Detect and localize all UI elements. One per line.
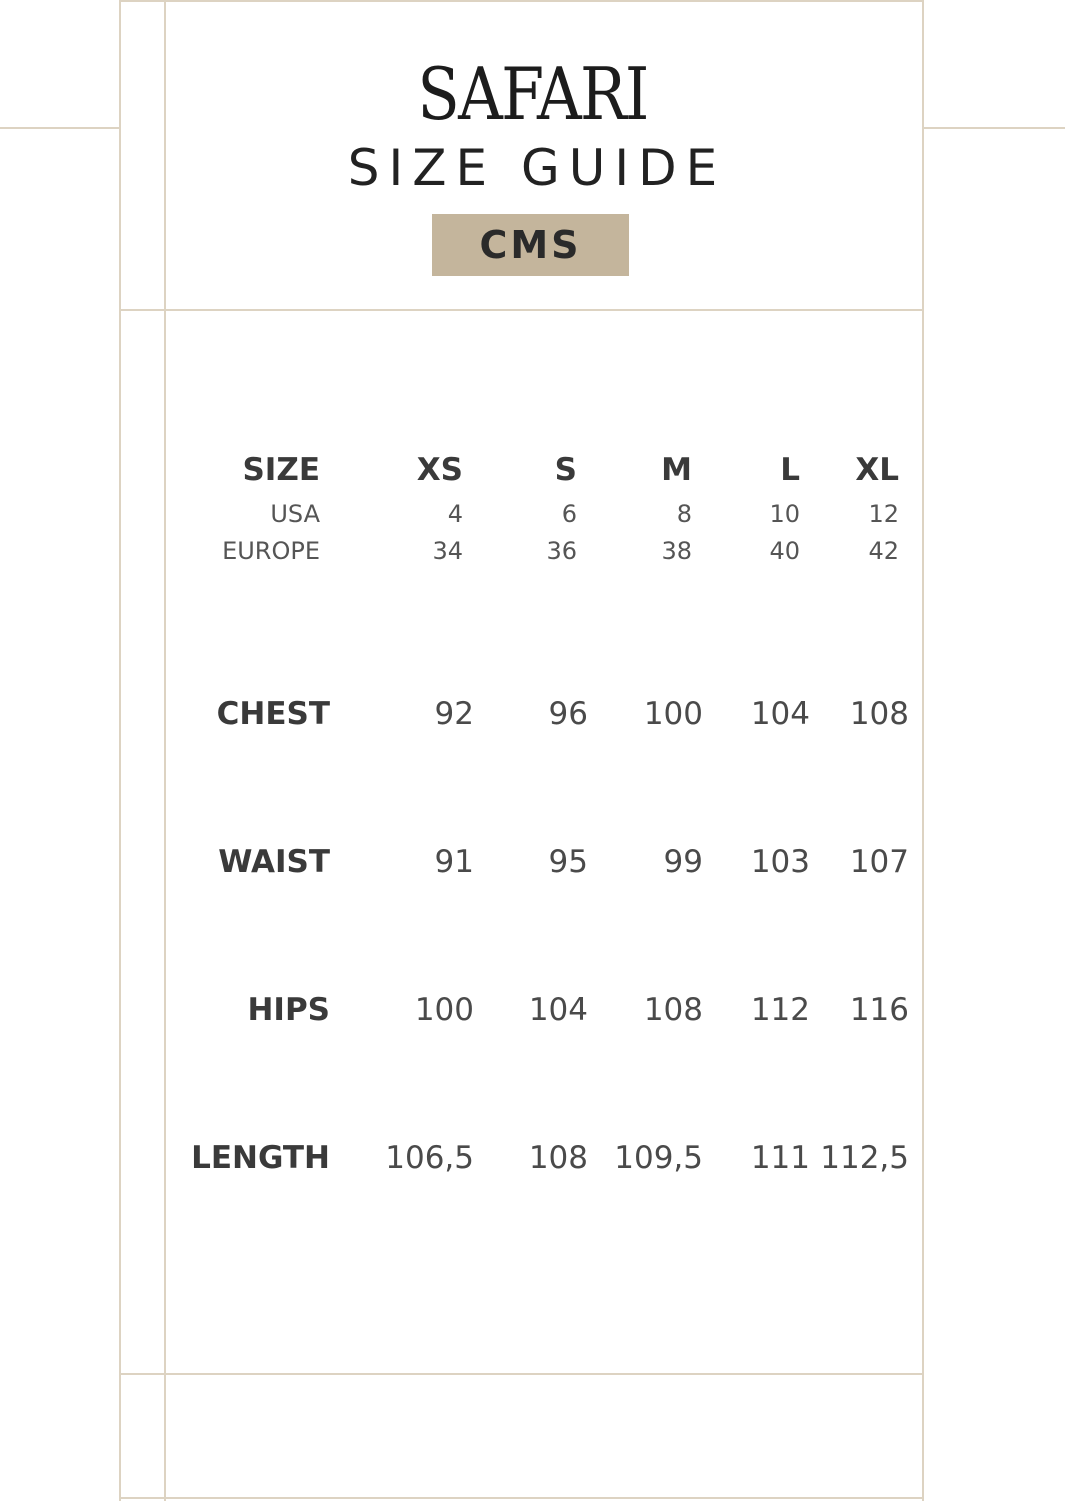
measurement-label-hips: HIPS	[247, 992, 330, 1028]
conversion-label-europe: EUROPE	[222, 537, 320, 565]
measurement-length-s: 108	[528, 1140, 588, 1176]
measurement-hips-s: 104	[528, 992, 588, 1028]
measurement-waist-xl: 107	[849, 844, 909, 880]
conversion-europe-xl: 42	[868, 537, 899, 565]
measurement-length-l: 111	[750, 1140, 810, 1176]
frame-left-outer	[119, 0, 121, 1501]
size-header-label: SIZE	[242, 452, 320, 488]
measurement-label-chest: CHEST	[216, 696, 330, 732]
measurement-hips-l: 112	[750, 992, 810, 1028]
conversion-usa-l: 10	[769, 500, 800, 528]
measurement-waist-xs: 91	[434, 844, 474, 880]
measurement-waist-l: 103	[750, 844, 810, 880]
measurement-waist-s: 95	[548, 844, 588, 880]
conversion-usa-m: 8	[676, 500, 692, 528]
frame-right	[922, 0, 924, 1501]
size-header-s: S	[554, 452, 577, 488]
measurement-chest-m: 100	[643, 696, 703, 732]
brand-title: SAFARI	[417, 52, 648, 136]
measurement-hips-xs: 100	[414, 992, 474, 1028]
measurement-label-length: LENGTH	[191, 1140, 330, 1176]
measurement-length-xs: 106,5	[385, 1140, 474, 1176]
measurement-waist-m: 99	[663, 844, 703, 880]
frame-divider-top	[119, 309, 924, 311]
size-header-l: L	[780, 452, 800, 488]
measurement-hips-xl: 116	[849, 992, 909, 1028]
measurement-chest-s: 96	[548, 696, 588, 732]
page-title: SIZE GUIDE	[347, 139, 727, 197]
conversion-usa-s: 6	[561, 500, 577, 528]
conversion-europe-xs: 34	[432, 537, 463, 565]
frame-top	[119, 0, 924, 2]
measurement-length-m: 109,5	[614, 1140, 703, 1176]
conversion-europe-l: 40	[769, 537, 800, 565]
conversion-usa-xl: 12	[868, 500, 899, 528]
size-header-xl: XL	[855, 452, 899, 488]
conversion-europe-s: 36	[546, 537, 577, 565]
size-header-xs: XS	[416, 452, 463, 488]
frame-bottom	[119, 1497, 924, 1499]
measurement-chest-l: 104	[750, 696, 810, 732]
measurement-chest-xs: 92	[434, 696, 474, 732]
measurement-hips-m: 108	[643, 992, 703, 1028]
measurement-label-waist: WAIST	[218, 844, 330, 880]
measurement-chest-xl: 108	[849, 696, 909, 732]
conversion-usa-xs: 4	[447, 500, 463, 528]
size-header-m: M	[661, 452, 692, 488]
unit-badge: CMS	[432, 214, 629, 276]
frame-left-inner	[164, 0, 166, 1501]
measurement-length-xl: 112,5	[820, 1140, 909, 1176]
conversion-label-usa: USA	[270, 500, 320, 528]
frame-divider-bottom	[119, 1373, 924, 1375]
conversion-europe-m: 38	[661, 537, 692, 565]
